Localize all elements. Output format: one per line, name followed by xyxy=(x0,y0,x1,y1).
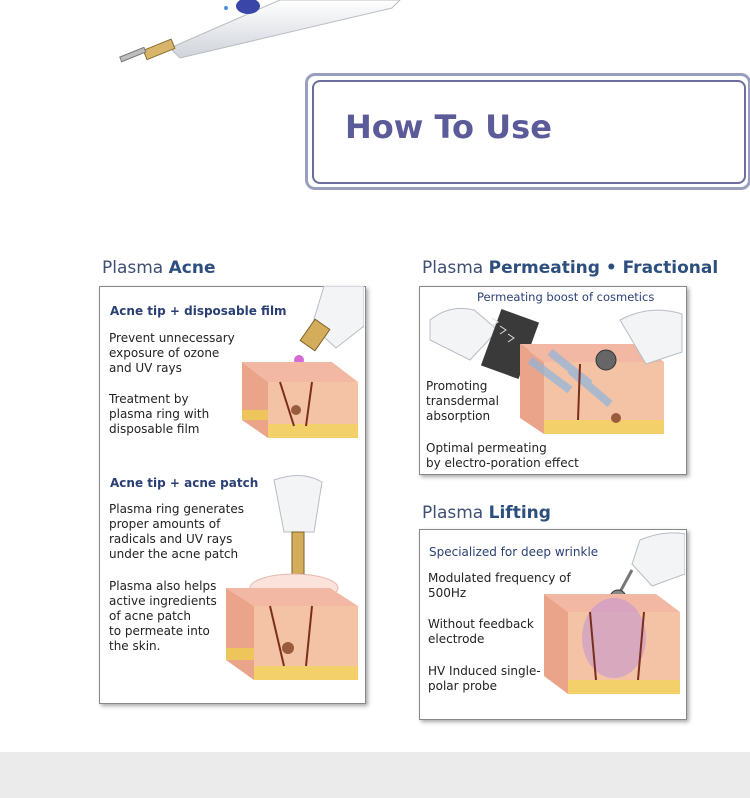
lifting-heading: Plasma Lifting xyxy=(422,503,551,523)
lifting-text-frequency: Modulated frequency of 500Hz xyxy=(428,571,571,600)
permeating-text-absorption: Promoting transdermal absorption xyxy=(426,379,499,423)
footer-band xyxy=(0,752,750,798)
acne-subtitle-film: Acne tip + disposable film xyxy=(110,304,287,318)
acne-text-ingredients: Plasma also helps active ingredients of acne patch to permeate into the skin. xyxy=(109,579,217,653)
acne-text-plasma-ring: Treatment by plasma ring with disposable film xyxy=(109,392,210,436)
lifting-caption: Specialized for deep wrinkle xyxy=(429,545,599,559)
acne-skin-illustration-1 xyxy=(236,286,364,446)
acne-text-ozone: Prevent unnecessary exposure of ozone and UV rays xyxy=(109,331,235,375)
page-title: How To Use xyxy=(345,108,552,146)
acne-text-radicals: Plasma ring generates proper amounts of radicals and UV rays under the acne patch xyxy=(109,502,244,561)
permeating-caption: Permeating boost of cosmetics xyxy=(477,290,655,304)
lifting-text-feedback: Without feedback electrode xyxy=(428,617,534,646)
permeating-text-electroporation: Optimal permeating by electro-poration effect xyxy=(426,441,579,470)
acne-heading: Plasma Acne xyxy=(102,258,216,278)
lifting-skin-illustration xyxy=(540,530,685,712)
acne-skin-illustration-2 xyxy=(222,470,364,696)
pen-device-illustration xyxy=(100,0,420,70)
acne-subtitle-patch: Acne tip + acne patch xyxy=(110,476,259,490)
permeating-heading: Plasma Permeating • Fractional xyxy=(422,258,719,278)
lifting-text-probe: HV Induced single- polar probe xyxy=(428,664,541,693)
